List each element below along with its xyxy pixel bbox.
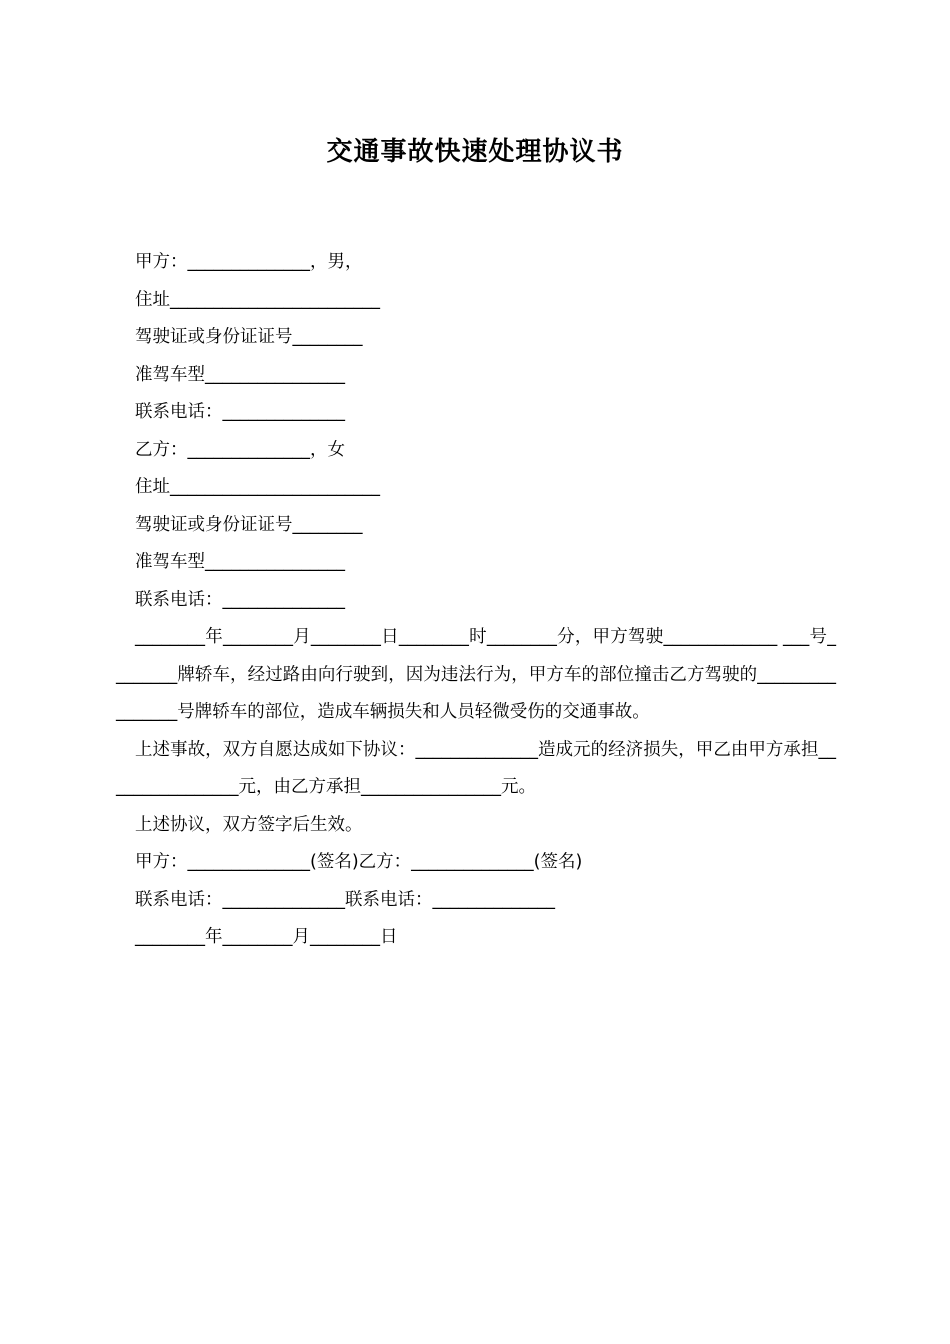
agreement-terms-paragraph: 上述事故，双方自愿达成如下协议：______________造成元的经济损失，甲乙由甲方承担________________元，由乙方承担________________元。 xyxy=(116,739,836,797)
party-a-phone-line: 联系电话：______________ xyxy=(135,402,345,422)
document-body xyxy=(116,244,836,957)
party-b-name-line: 乙方：______________，女 xyxy=(135,439,345,460)
document-title: 交通事故快速处理协议书 xyxy=(326,137,624,167)
effective-clause-line: 上述协议，双方签字后生效。 xyxy=(135,814,363,835)
accident-description-paragraph: ________年________月________日________时________分，甲方驾驶_____________ ___号________牌轿车，经过路由向行驶到，因为违法行为，甲方车的部位撞击乙方驾驶的________________号牌轿车的部位，造成车辆损失和人员轻微受伤的交通事故。 xyxy=(116,627,836,722)
party-b-vehicle-type-line: 准驾车型________________ xyxy=(135,552,345,572)
signature-phone-line: 联系电话：______________联系电话：______________ xyxy=(135,889,555,910)
signature-line: 甲方：______________(签名)乙方：______________(签名) xyxy=(135,852,583,872)
party-a-name-line: 甲方：______________，男， xyxy=(135,252,363,272)
party-a-license-line: 驾驶证或身份证证号________ xyxy=(135,327,363,347)
party-a-vehicle-type-line: 准驾车型________________ xyxy=(135,364,345,385)
party-b-phone-line: 联系电话：______________ xyxy=(135,589,345,610)
party-b-address-line: 住址________________________ xyxy=(135,477,380,497)
signature-date-line: ________年________月________日 xyxy=(135,927,398,947)
party-a-address-line: 住址________________________ xyxy=(135,289,380,310)
party-b-license-line: 驾驶证或身份证证号________ xyxy=(135,514,363,535)
